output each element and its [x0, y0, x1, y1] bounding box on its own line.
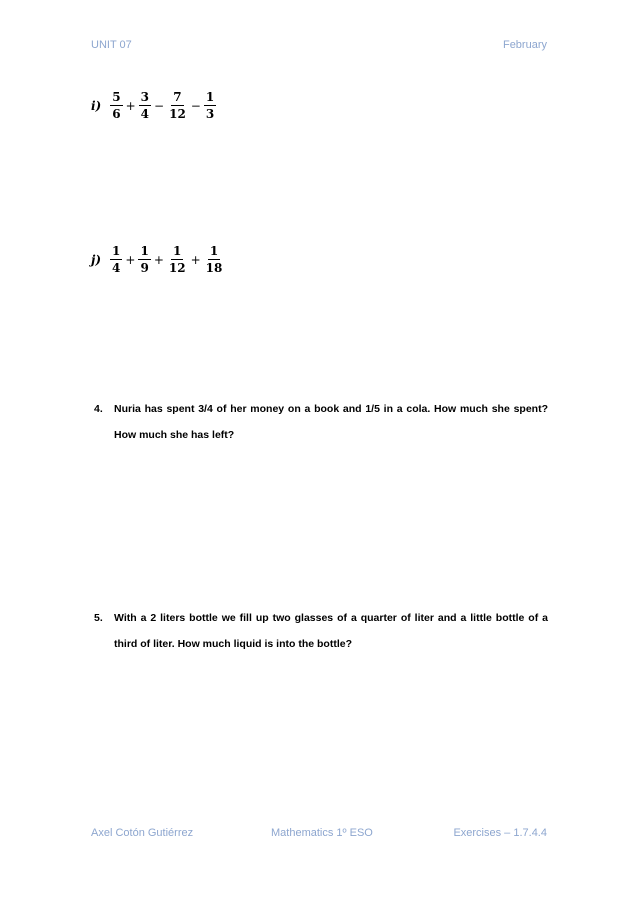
problem-text: Nuria has spent 3/4 of her money on a book and 1/5 in a cola. How much she spent? How much she has left? [114, 403, 548, 441]
footer-author: Axel Cotón Gutiérrez [91, 827, 194, 839]
numerator: 7 [173, 90, 182, 104]
exercise-i-label: i) [91, 98, 102, 113]
fraction [138, 245, 150, 274]
problem-text: With a 2 liters bottle we fill up two glasses of a quarter of liter and a little bottle of a third of liter. How much liquid is into the bottle? [114, 612, 548, 650]
exercise-j [91, 245, 225, 274]
problem-number: 4. [94, 403, 103, 415]
page-footer [91, 827, 547, 843]
operator: − [154, 98, 165, 113]
fraction [167, 91, 188, 120]
problem-5 [94, 605, 548, 657]
header-unit: UNIT 07 [91, 39, 132, 51]
numerator: 5 [112, 90, 121, 104]
denominator: 9 [140, 261, 149, 275]
page-header [91, 39, 547, 55]
numerator: 1 [112, 244, 121, 258]
exercise-j-label: j) [91, 252, 102, 267]
denominator: 4 [112, 261, 121, 275]
fraction [110, 91, 122, 120]
problem-4 [94, 396, 548, 448]
operator: + [125, 252, 136, 267]
denominator: 12 [169, 107, 186, 121]
fraction [167, 245, 188, 274]
numerator: 1 [173, 244, 182, 258]
numerator: 1 [205, 90, 215, 104]
denominator: 4 [140, 107, 150, 121]
footer-section: Exercises – 1.7.4.4 [453, 827, 547, 839]
denominator: 3 [205, 107, 215, 121]
numerator: 1 [140, 244, 149, 258]
fraction [204, 245, 225, 274]
numerator: 3 [140, 90, 150, 104]
exercise-i [91, 91, 217, 120]
operator: + [190, 252, 201, 267]
denominator: 18 [205, 261, 223, 275]
fraction [110, 245, 122, 274]
footer-course: Mathematics 1º ESO [271, 827, 373, 839]
operator: + [153, 252, 164, 267]
denominator: 6 [112, 107, 121, 121]
operator: + [125, 98, 136, 113]
operator: − [190, 98, 201, 113]
header-month: February [502, 39, 547, 51]
fraction [139, 91, 151, 120]
denominator: 12 [168, 261, 186, 275]
fraction [204, 91, 216, 120]
problem-number: 5. [94, 612, 103, 624]
numerator: 1 [209, 244, 219, 258]
